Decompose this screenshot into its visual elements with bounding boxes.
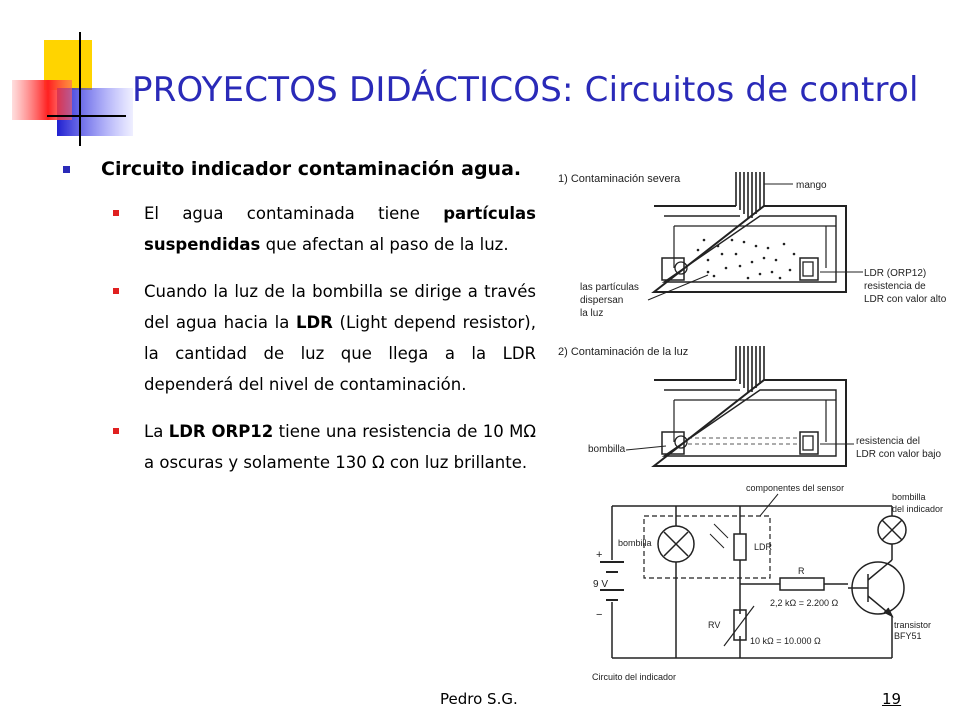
panel2-title: 2) Contaminación de la luz bbox=[558, 346, 689, 358]
bullet-text: (Light depend resistor), la cantidad de luz que llega a la LDR dependerá del nivel de contaminación. bbox=[144, 313, 536, 394]
red-square-bullet bbox=[113, 288, 119, 294]
ldr-resistor-icon bbox=[734, 534, 746, 560]
rv-label: RV bbox=[708, 620, 721, 630]
sub-bullet-item bbox=[60, 198, 536, 260]
lamp-icon bbox=[658, 526, 694, 562]
bullet-text: El agua contaminada tiene bbox=[144, 204, 444, 223]
battery-plus: + bbox=[596, 549, 603, 561]
light-arrows-icon bbox=[710, 524, 728, 548]
battery-minus: − bbox=[596, 609, 603, 621]
indicator-bulb-label: del indicador bbox=[892, 504, 944, 514]
mango-label: mango bbox=[796, 180, 827, 191]
particles bbox=[697, 239, 796, 280]
panel2-left-label: bombilla bbox=[588, 444, 626, 455]
logo-red-square bbox=[12, 80, 72, 120]
bullet-text: La bbox=[144, 422, 169, 441]
panel1-title: 1) Contaminación severa bbox=[558, 173, 681, 185]
red-square-bullet bbox=[113, 428, 119, 434]
sensor-circuit-diagram bbox=[548, 150, 960, 695]
transistor-label: transistor bbox=[894, 620, 932, 630]
transistor-icon bbox=[848, 560, 904, 616]
heading-text: Circuito indicador contaminación agua. bbox=[101, 158, 522, 180]
panel2-right-label: resistencia del bbox=[856, 436, 920, 447]
sensor-components-label: componentes del sensor bbox=[746, 483, 845, 493]
circuit-label: Circuito del indicador bbox=[592, 672, 677, 682]
sensor-box bbox=[644, 516, 770, 578]
bullet-text: tiene una resistencia de 10 MΩ a oscuras y solamente 130 Ω con luz brillante. bbox=[144, 422, 536, 472]
panel1-right-label: LDR (ORP12) bbox=[864, 268, 927, 279]
r-value: 2,2 kΩ = 2.200 Ω bbox=[770, 598, 839, 608]
resistor-icon bbox=[780, 578, 824, 590]
red-square-bullet bbox=[113, 210, 119, 216]
bullet-bold-text: LDR bbox=[295, 313, 333, 332]
ldr-icon bbox=[803, 262, 813, 276]
footer-author: Pedro S.G. bbox=[440, 690, 518, 708]
transistor-label: BFY51 bbox=[894, 631, 922, 641]
indicator-lamp-icon bbox=[878, 516, 906, 544]
heading-bullet-item bbox=[60, 150, 536, 188]
panel1-left-label: las partículas bbox=[580, 282, 639, 293]
panel1-left-label: la luz bbox=[580, 308, 604, 319]
panel1-left-label: dispersan bbox=[580, 295, 624, 306]
tank2 bbox=[654, 346, 846, 466]
ldr-icon bbox=[803, 436, 813, 450]
slide-title: PROYECTOS DIDÁCTICOS: Circuitos de control bbox=[132, 70, 919, 110]
bulb-label: bombilla bbox=[618, 538, 652, 548]
rv-value: 10 kΩ = 10.000 Ω bbox=[750, 636, 821, 646]
blue-square-bullet bbox=[63, 166, 70, 173]
page-number: 19 bbox=[882, 690, 902, 708]
bullet-bold-text: partículas suspendidas bbox=[144, 204, 536, 254]
battery-voltage: 9 V bbox=[593, 579, 609, 590]
sub-bullet-item bbox=[60, 276, 536, 400]
sub-bullet-item bbox=[60, 416, 536, 478]
decorative-logo bbox=[0, 0, 135, 150]
bullet-text: que afectan al paso de la luz. bbox=[260, 235, 509, 254]
indicator-bulb-label: bombilla bbox=[892, 492, 926, 502]
r-label: R bbox=[798, 566, 805, 576]
ldr-label: LDR bbox=[754, 542, 773, 552]
panel1-right-label: LDR con valor alto bbox=[864, 294, 947, 305]
slide-content bbox=[60, 150, 536, 478]
bullet-bold-text: LDR ORP12 bbox=[168, 422, 274, 441]
panel1-right-label: resistencia de bbox=[864, 281, 926, 292]
bullet-text: Cuando la luz de la bombilla se dirige a través del agua hacia la bbox=[144, 282, 536, 332]
panel2-right-label: LDR con valor bajo bbox=[856, 449, 942, 460]
